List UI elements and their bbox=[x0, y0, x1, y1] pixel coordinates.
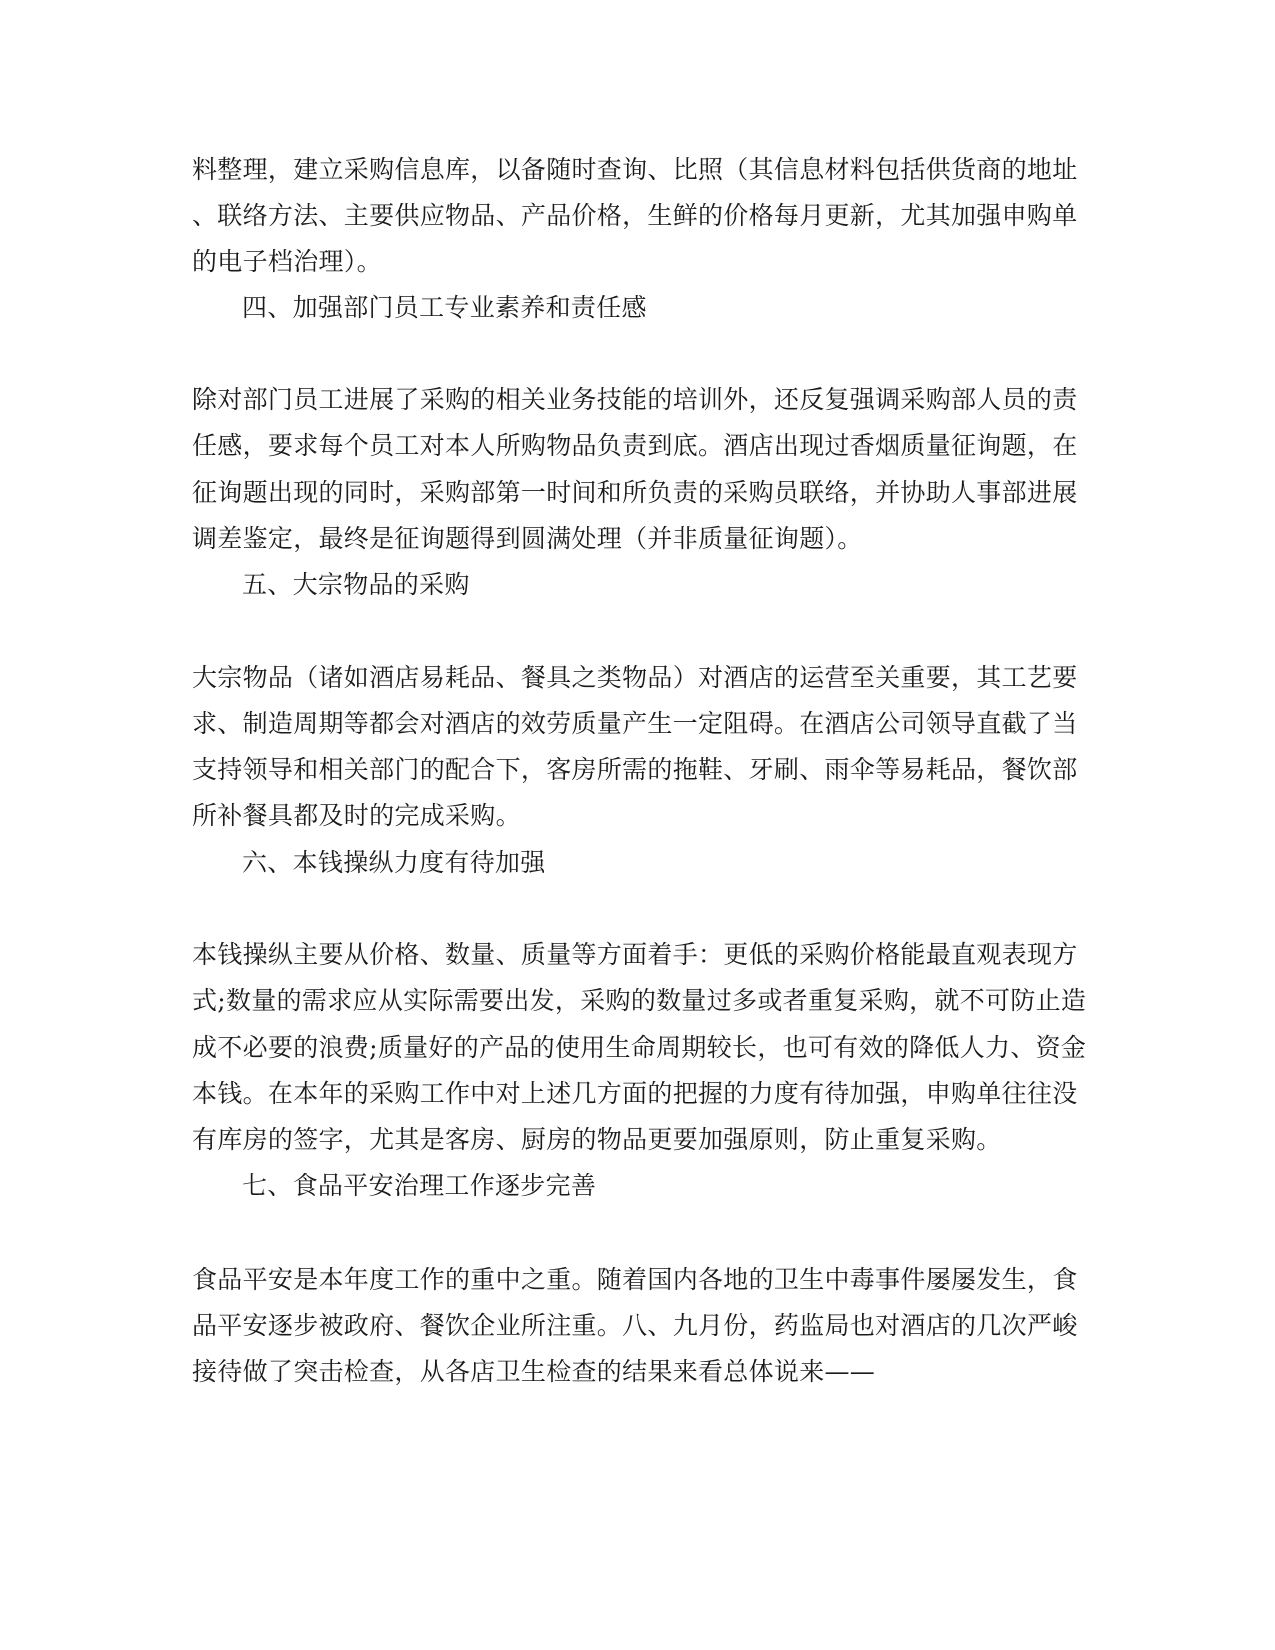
paragraph-line: 料整理，建立采购信息库，以备随时查询、比照（其信息材料包括供货商的地址 bbox=[192, 155, 1078, 184]
section-heading-4: 四、加强部门员工专业素养和责任感 bbox=[242, 293, 647, 322]
paragraph-line: 成不必要的浪费;质量好的产品的使用生命周期较长，也可有效的降低人力、资金 bbox=[192, 1033, 1087, 1062]
paragraph-line: 支持领导和相关部门的配合下，客房所需的拖鞋、牙刷、雨伞等易耗品，餐饮部 bbox=[192, 755, 1078, 784]
paragraph-line: 本钱。在本年的采购工作中对上述几方面的把握的力度有待加强，申购单往往没 bbox=[192, 1079, 1078, 1108]
paragraph-line: 任感，要求每个员工对本人所购物品负责到底。酒店出现过香烟质量征询题，在 bbox=[192, 431, 1078, 460]
paragraph-line: 大宗物品（诸如酒店易耗品、餐具之类物品）对酒店的运营至关重要，其工艺要 bbox=[192, 663, 1078, 692]
paragraph-line: 求、制造周期等都会对酒店的效劳质量产生一定阻碍。在酒店公司领导直截了当 bbox=[192, 709, 1078, 738]
paragraph-line: 本钱操纵主要从价格、数量、质量等方面着手：更低的采购价格能最直观表现方 bbox=[192, 940, 1078, 969]
paragraph-line: 调差鉴定，最终是征询题得到圆满处理（并非质量征询题）。 bbox=[192, 524, 863, 553]
paragraph-line: 、联络方法、主要供应物品、产品价格，生鲜的价格每月更新，尤其加强申购单 bbox=[192, 201, 1078, 230]
paragraph-line: 式;数量的需求应从实际需要出发，采购的数量过多或者重复采购，就不可防止造 bbox=[192, 986, 1087, 1015]
paragraph-line: 品平安逐步被政府、餐饮企业所注重。八、九月份，药监局也对酒店的几次严峻 bbox=[192, 1311, 1078, 1340]
paragraph-line: 有库房的签字，尤其是客房、厨房的物品更要加强原则，防止重复采购。 bbox=[192, 1125, 1002, 1154]
paragraph-line: 接待做了突击检查，从各店卫生检查的结果来看总体说来—— bbox=[192, 1357, 876, 1386]
section-heading-5: 五、大宗物品的采购 bbox=[242, 570, 470, 599]
paragraph-line: 征询题出现的同时，采购部第一时间和所负责的采购员联络，并协助人事部进展 bbox=[192, 478, 1078, 507]
paragraph-line: 食品平安是本年度工作的重中之重。随着国内各地的卫生中毒事件屡屡发生，食 bbox=[192, 1265, 1078, 1294]
paragraph-line: 的电子档治理）。 bbox=[192, 247, 382, 276]
paragraph-line: 所补餐具都及时的完成采购。 bbox=[192, 801, 521, 830]
section-heading-6: 六、本钱操纵力度有待加强 bbox=[242, 848, 546, 877]
paragraph-line: 除对部门员工进展了采购的相关业务技能的培训外，还反复强调采购部人员的责 bbox=[192, 385, 1078, 414]
section-heading-7: 七、食品平安治理工作逐步完善 bbox=[242, 1171, 597, 1200]
